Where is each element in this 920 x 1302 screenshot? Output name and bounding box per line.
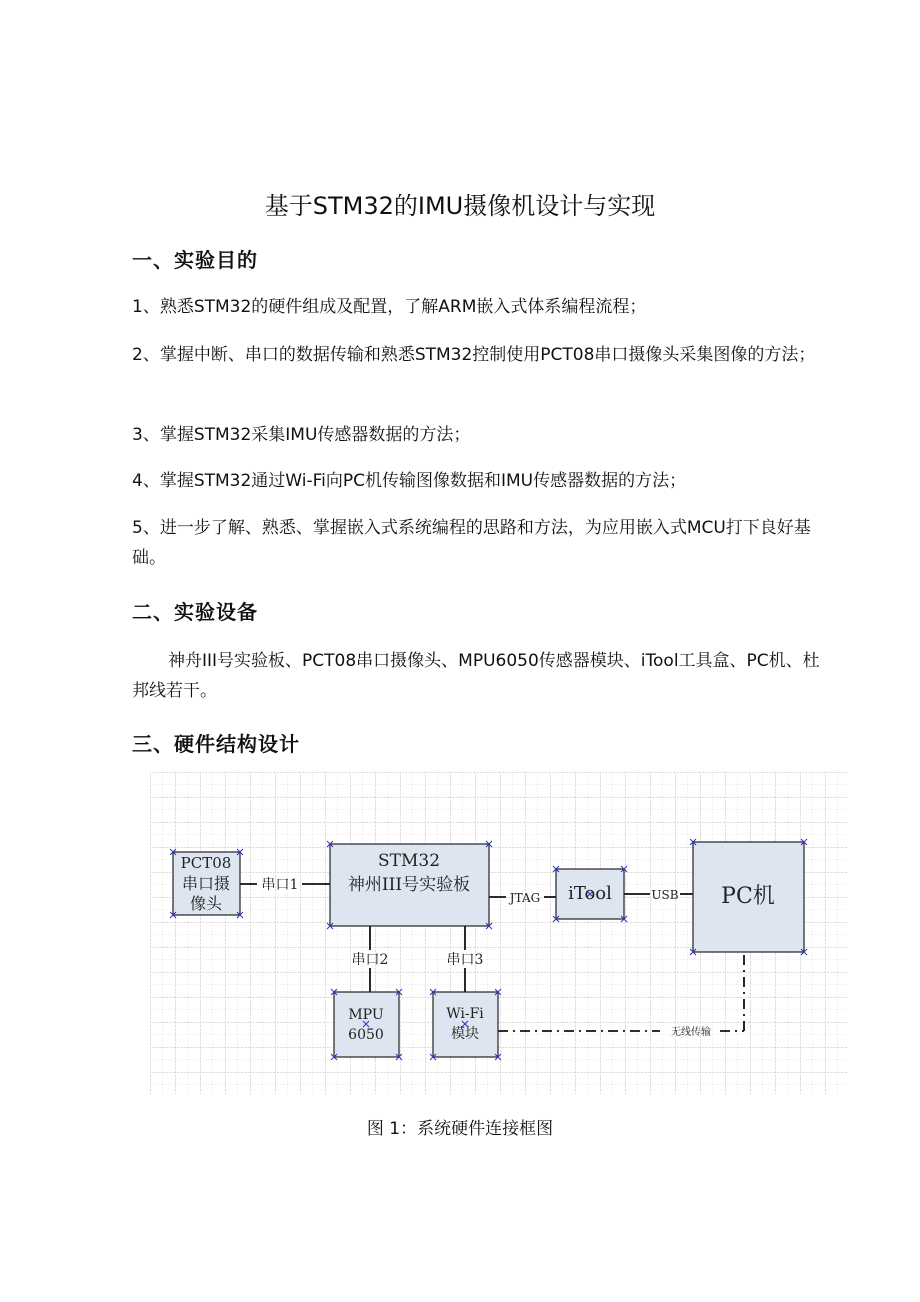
mpu-label-1: MPU	[348, 1007, 384, 1023]
objective-item-5: 5、进一步了解、熟悉、掌握嵌入式系统编程的思路和方法，为应用嵌入式MCU打下良好基础。	[132, 518, 811, 568]
board-label-2: 神州III号实验板	[347, 875, 471, 895]
pc-label: PC机	[721, 884, 775, 909]
jtag-label: JTAG	[509, 891, 541, 905]
wifi-label-2: 模块	[451, 1026, 479, 1042]
objective-item-4: 4、掌握STM32通过Wi-Fi向PC机传输图像数据和IMU传感器数据的方法；	[132, 471, 687, 491]
figure-caption: 图 1：系统硬件连接框图	[366, 1119, 554, 1139]
board-label-1: STM32	[377, 851, 441, 871]
mpu-label-2: 6050	[348, 1027, 384, 1043]
usb-label: USB	[651, 888, 679, 902]
uart1-label: 串口1	[261, 877, 299, 893]
itool-label: iTool	[568, 883, 612, 904]
uart3-label: 串口3	[446, 952, 484, 968]
wireless-label: 无线传输	[671, 1027, 711, 1038]
objective-item-1: 1、熟悉STM32的硬件组成及配置，了解ARM嵌入式体系编程流程；	[132, 297, 647, 317]
equipment-paragraph: 神舟III号实验板、PCT08串口摄像头、MPU6050传感器模块、iTool工具盒、PC机、杜邦线若干。	[132, 651, 820, 701]
camera-label-3: 像头	[189, 894, 223, 913]
camera-label-2: 串口摄	[181, 874, 231, 893]
section-heading-objectives: 一、实验目的	[132, 248, 258, 272]
uart2-label: 串口2	[351, 952, 389, 968]
hardware-connection-diagram	[150, 772, 848, 1094]
section-heading-equipment: 二、实验设备	[132, 600, 258, 624]
document-title: 基于STM32的IMU摄像机设计与实现	[264, 192, 656, 220]
objective-item-3: 3、掌握STM32采集IMU传感器数据的方法；	[132, 425, 471, 445]
camera-label-1: PCT08	[180, 854, 232, 872]
objective-item-2: 2、掌握中断、串口的数据传输和熟悉STM32控制使用PCT08串口摄像头采集图像的方法；	[132, 345, 816, 365]
section-heading-hardware: 三、硬件结构设计	[132, 732, 300, 756]
wifi-label-1: Wi-Fi	[446, 1006, 484, 1022]
